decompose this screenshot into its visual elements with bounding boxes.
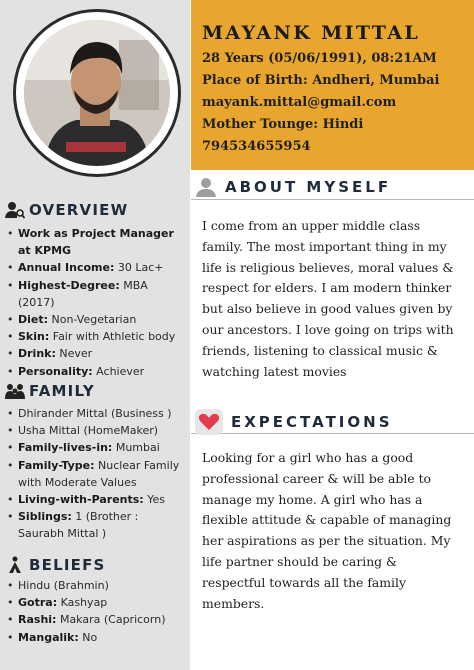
overview-list bbox=[7, 225, 187, 380]
expectations-title: EXPECTATIONS bbox=[231, 413, 393, 431]
item-label: Family-lives-in: bbox=[18, 441, 113, 455]
list-item bbox=[7, 345, 187, 362]
item-value: Never bbox=[55, 347, 93, 361]
list-item bbox=[7, 629, 187, 646]
user-search-icon bbox=[5, 201, 25, 219]
about-text: I come from an upper middle class family. The most important thing in my life is religious believes, moral values & respect for elders. I am modern thinker but also believe in good values given by our ancestors. I love going on trips with friends, listening to classical music & watching latest movies bbox=[202, 218, 454, 379]
list-item bbox=[7, 259, 187, 276]
item-label: Drink: bbox=[18, 347, 56, 361]
overview-heading bbox=[5, 201, 128, 219]
item-value: 1 (Brother : Saurabh Mittal ) bbox=[18, 510, 139, 541]
item-label: Rashi: bbox=[18, 613, 57, 627]
email-text: mayank.mittal@gmail.com bbox=[202, 95, 397, 110]
person-icon bbox=[195, 177, 217, 197]
item-value: Non-Vegetarian bbox=[48, 313, 137, 327]
item-label: Work as Project Manager at KPMG bbox=[18, 227, 174, 258]
item-value: Achiever bbox=[92, 364, 145, 378]
item-value: Dhirander Mittal (Business ) bbox=[18, 407, 172, 420]
item-label: Annual Income: bbox=[18, 261, 115, 275]
item-label: Diet: bbox=[18, 313, 49, 327]
list-item bbox=[7, 594, 187, 611]
item-label: Living-with-Parents: bbox=[18, 493, 144, 507]
item-value: Hindu (Brahmin) bbox=[18, 579, 109, 592]
item-value: Makara (Capricorn) bbox=[56, 613, 166, 627]
full-name: MAYANK MITTAL bbox=[202, 22, 421, 44]
heart-icon bbox=[195, 409, 223, 435]
list-item bbox=[7, 457, 187, 491]
item-value: Mumbai bbox=[112, 441, 160, 455]
item-label: Personality: bbox=[18, 364, 93, 378]
family-icon bbox=[5, 382, 25, 400]
mother-tongue: Mother Tounge: Hindi bbox=[202, 117, 364, 132]
list-item bbox=[7, 363, 187, 380]
list-item bbox=[7, 277, 187, 311]
list-item bbox=[7, 422, 187, 439]
list-item bbox=[7, 225, 187, 259]
left-sidebar bbox=[0, 0, 190, 670]
item-label: Family-Type: bbox=[18, 458, 95, 472]
item-label: Siblings: bbox=[18, 510, 72, 524]
list-item bbox=[7, 328, 187, 345]
contact-header bbox=[191, 0, 474, 170]
beliefs-list bbox=[7, 577, 187, 646]
beliefs-heading bbox=[5, 556, 106, 574]
about-heading bbox=[195, 177, 391, 197]
list-item bbox=[7, 577, 187, 594]
expectations-heading bbox=[195, 409, 393, 435]
item-label: Gotra: bbox=[18, 596, 58, 610]
list-item bbox=[7, 611, 187, 628]
item-value: Fair with Athletic body bbox=[49, 330, 176, 344]
item-value: MBA (2017) bbox=[18, 278, 148, 309]
item-label: Highest-Degree: bbox=[18, 278, 120, 292]
list-item bbox=[7, 439, 187, 456]
item-value: No bbox=[78, 630, 98, 644]
item-label: Skin: bbox=[18, 330, 50, 344]
item-label: Mangalik: bbox=[18, 630, 79, 644]
list-item bbox=[7, 405, 187, 422]
expectations-text: Looking for a girl who has a good professional career & will be able to manage my home. A girl who has a flexible attitude & capable of managing her aspirations as per the situation. My life partner should be caring & respectful towards all the family members. bbox=[202, 450, 452, 611]
item-value: Nuclear Family with Moderate Values bbox=[18, 458, 180, 489]
birth-place: Place of Birth: Andheri, Mumbai bbox=[202, 73, 440, 88]
about-title: ABOUT MYSELF bbox=[225, 178, 392, 196]
profile-photo-frame bbox=[13, 9, 181, 177]
about-divider bbox=[191, 199, 474, 200]
item-value: Usha Mittal (HomeMaker) bbox=[18, 424, 159, 438]
list-item bbox=[7, 311, 187, 328]
praying-person-icon bbox=[5, 556, 25, 574]
profile-photo bbox=[24, 20, 170, 166]
phone-number: 794534655954 bbox=[202, 139, 311, 154]
age-dob: 28 Years (05/06/1991), 08:21AM bbox=[202, 51, 437, 66]
beliefs-title: BELIEFS bbox=[29, 556, 106, 574]
item-value: Yes bbox=[143, 493, 165, 507]
item-value: 30 Lac+ bbox=[114, 261, 164, 275]
item-value: Kashyap bbox=[57, 596, 108, 610]
overview-title: OVERVIEW bbox=[29, 201, 129, 219]
list-item bbox=[7, 508, 187, 542]
list-item bbox=[7, 491, 187, 508]
family-title: FAMILY bbox=[29, 382, 95, 400]
family-heading bbox=[5, 382, 95, 400]
family-list bbox=[7, 405, 187, 543]
